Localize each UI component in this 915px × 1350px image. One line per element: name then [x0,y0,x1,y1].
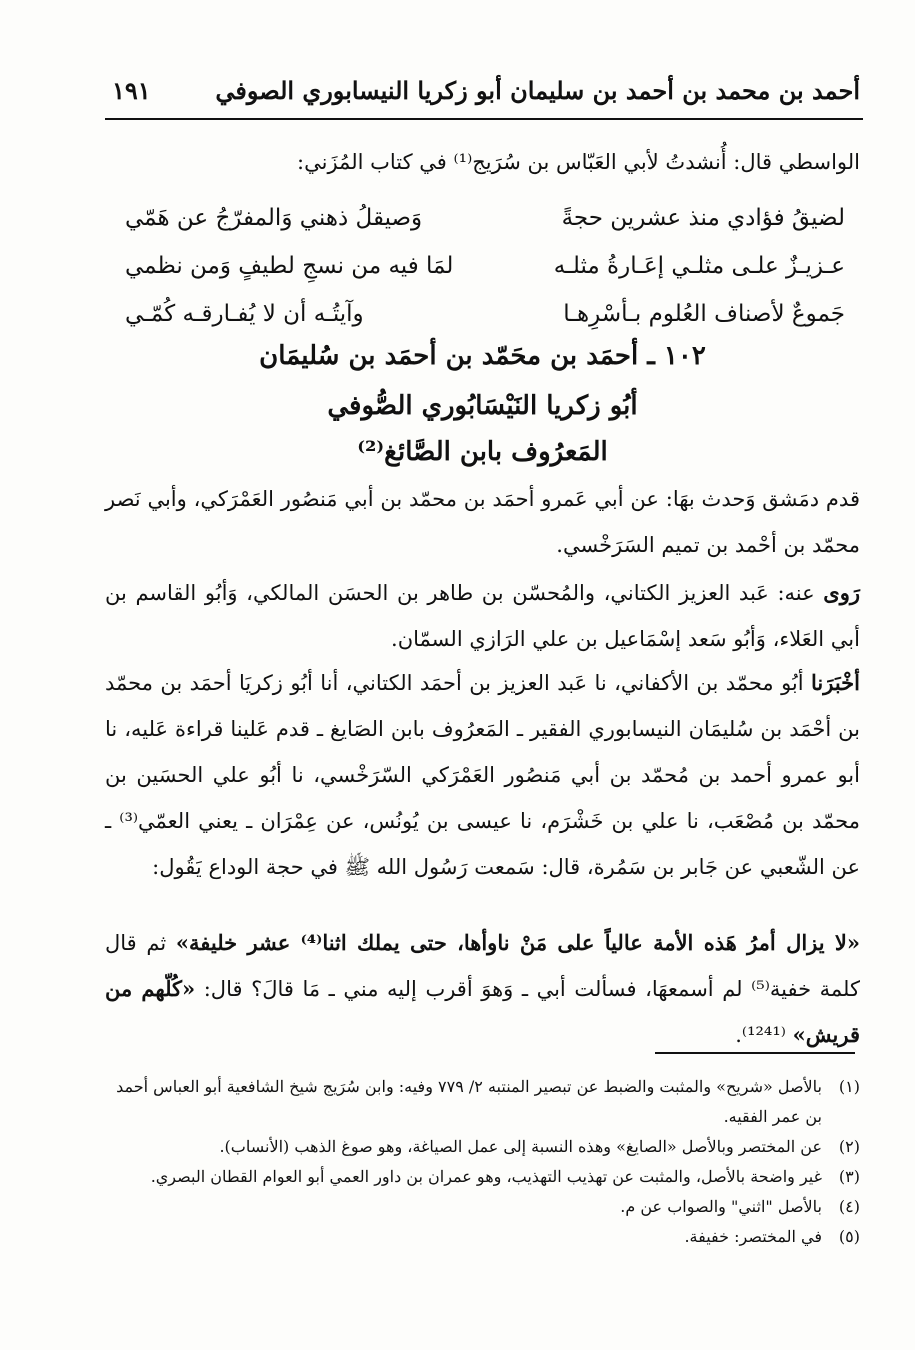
paragraph-body: ثم قال كلمة خفية⁽⁵⁾ لم أسمعهَا، فسألت أبي ـ وَهوَ أقرب إليه مني ـ مَا قالَ؟ قال: [105,931,860,1001]
paragraph-body: عنه: عَبد العزيز الكتاني، والمُحسّن بن طاهر بن الحسَن المالكي، وَأبُو القاسم بن أبي العَلاء، وَأبُو سَعد إسْمَاعيل بن علي الرَازي السمّان. [105,581,860,651]
paragraph-narrators [105,570,860,662]
verse [125,242,845,290]
running-header-title: أحمد بن محمد بن أحمد بن سليمان أبو زكريا النيسابوري الصوفي [215,76,860,105]
footnote-number: (١) [838,1077,860,1096]
entry-title-line-2: أبُو زكريا النَيْسَابُوري الصُّوفي [327,391,638,421]
paragraph-lead-word: أخْبَرَنا [811,670,860,695]
footnote-text: غير واضحة بالأصل، والمثبت عن تهذيب التهذيب، وهو عمران بن داور العمي أبو العوام القطان البصري. [150,1167,822,1186]
footnote-text: بالأصل "اثني" والصواب عن م. [620,1197,822,1216]
verse-first-hemistich: جَموعٌ لأصناف العُلوم بـأسْرِهـا [563,301,845,327]
footnote-text: بالأصل «شريح» والمثبت والضبط عن تبصير المنتبه ٢/ ٧٧٩ وفيه: وابن سُرَيج شيخ الشافعية أبو العباس أحمد بن عمر الفقيه. [116,1077,822,1126]
footnote [105,1192,860,1222]
entry-title-line-1: ١٠٢ ـ أحمَد بن محَمّد بن أحمَد بن سُليمَان [259,341,706,371]
footnote [105,1132,860,1162]
verse-first-hemistich: عـزيـزٌ علـى مثلـي إعَـارةُ مثلـه [553,253,845,279]
reference-number: ⁽¹²⁴¹⁾. [735,1023,793,1047]
footnote-text: في المختصر: خفيفة. [684,1227,822,1246]
footnotes [105,1072,860,1252]
entry-title-line-3: المَعرُوف بابن الصَّائغ⁽²⁾ [357,437,608,467]
verse [125,194,845,242]
header-rule [105,118,863,120]
footnote-number: (٤) [838,1197,860,1216]
footnote [105,1222,860,1252]
footnote-number: (٣) [838,1167,860,1186]
poem [125,194,845,338]
page-number: ١٩١ [112,76,151,105]
hadith-text: «لا يزال أمرُ هَذه الأمة عالياً على مَنْ ناوأها، حتى يملك اثنا⁽⁴⁾ عشر خليفة» [175,930,860,955]
verse-second-hemistich: وَصيقلُ ذهني وَالمفرّجُ عن هَمّي [125,205,423,231]
paragraph-arrival: قدم دمَشق وَحدث بهَا: عن أبي عَمرو أحمَد بن محمّد بن أبي مَنصُور العَمْرَكي، وأبي نَصر محمّد بن أحْمد بن تميم السَرَخْسي. [105,487,860,557]
verse-second-hemistich: لمَا فيه من نسجِ لطيفٍ وَمن نظمي [125,253,454,279]
intro-line: الواسطي قال: أُنشدتُ لأبي العَبّاس بن سُرَيج⁽¹⁾ في كتاب المُزَني: [297,150,860,174]
footnote [105,1072,860,1132]
verse-second-hemistich: وآيتُـه أن لا يُفـارقـه كُمّـي [125,301,364,327]
verse [125,290,845,338]
footnote-rule [655,1052,855,1054]
paragraph-isnad [105,660,860,890]
footnote-number: (٢) [838,1137,860,1156]
footnote-text: عن المختصر وبالأصل «الصايغ» وهذه النسبة إلى عمل الصياغة، وهو صوغ الذهب (الأنساب). [219,1137,822,1156]
paragraph-body: أبُو محمّد بن الأكفاني، نا عَبد العزيز بن أحمَد الكتاني، أنا أبُو زكريَا أحمَد بن محمّد بن أحْمَد بن سُليمَان النيسابوري الفقير ـ المَعرُوف بابن الصَايغ ـ قدم عَلينا قراءة عَليه، نا أبو عمرو أحمد بن مُحمّد بن أبي مَنصُور العَمْرَكي السّرَخْسي، نا أبُو علي الحسَين بن محمّد بن مُصْعَب، نا علي بن خَشْرَم، نا عيسى بن يُونُس، عن عِمْرَان ـ يعني العمّي⁽³⁾ ـ عن الشّعبي عن جَابر بن سَمُرة، قال: سَمعت رَسُول الله ﷺ في حجة الوداع يَقُول: [105,671,860,879]
paragraph-lead-word: رَوى [823,580,860,605]
footnote-number: (٥) [838,1227,860,1246]
verse-first-hemistich: لضيقُ فؤادي منذ عشرين حجةً [561,205,845,231]
paragraph-hadith [105,920,860,1058]
footnote [105,1162,860,1192]
hadith-text-2: «كُلّهم من قريش» [105,976,860,1047]
